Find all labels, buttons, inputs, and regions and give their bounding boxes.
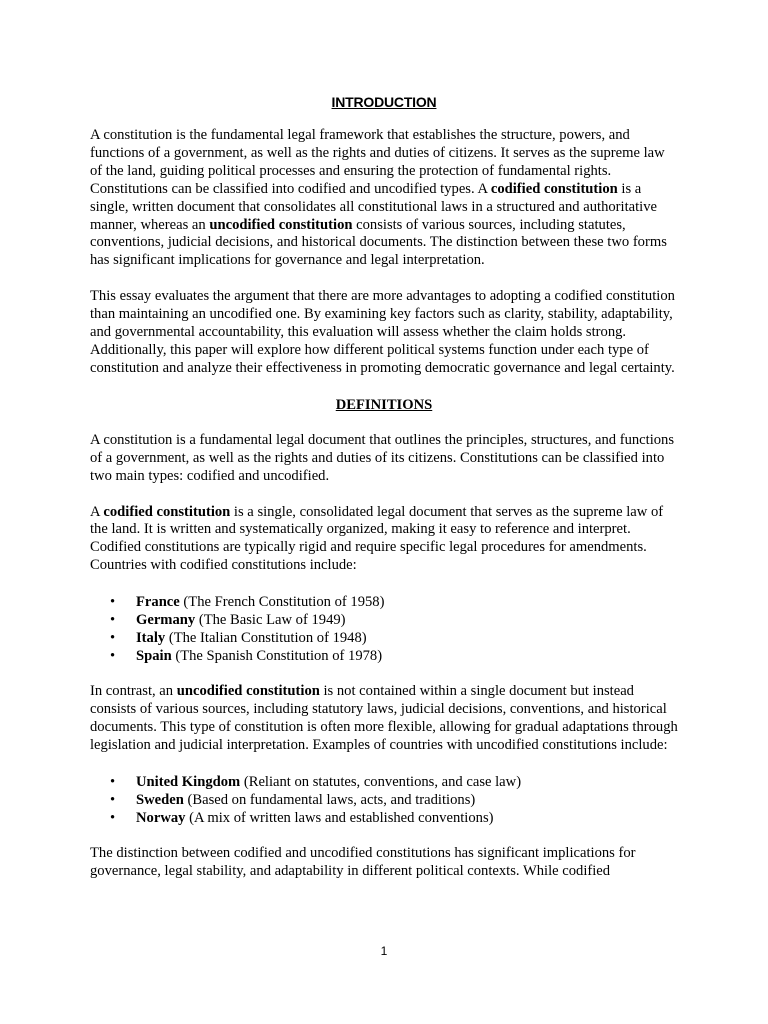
definitions-heading: DEFINITIONS bbox=[335, 396, 433, 413]
list-item bbox=[136, 791, 678, 809]
country-detail: (The Spanish Constitution of 1978) bbox=[171, 648, 383, 665]
text-run: is not contained within a single document but instead consists of various sources, including statutory laws, judicial decisions, conventions, and historical documents. This type of constitution is often more flexible, allowing for gradual adaptations through legislation and judicial interpretation. Examples of countries with uncodified constitutions include: bbox=[90, 683, 678, 753]
list-item bbox=[136, 773, 678, 791]
document-page bbox=[90, 91, 678, 899]
country-detail: (The Basic Law of 1949) bbox=[195, 612, 346, 629]
definitions-paragraph-3 bbox=[90, 683, 678, 755]
definitions-paragraph-1: A constitution is a fundamental legal document that outlines the principles, structures, and functions of a government, as well as the rights and duties of its citizens. Constitutions can be classified into two main types: codified and uncodified. bbox=[90, 431, 675, 484]
list-item bbox=[136, 611, 678, 629]
text-run: is a single, written document that consolidates all constitutional laws in a structured and authoritative manner, whereas an bbox=[90, 180, 657, 233]
text-run: A bbox=[90, 503, 104, 520]
country-name: Spain bbox=[136, 648, 172, 665]
text-run: A constitution is the fundamental legal framework that establishes the structure, powers, and functions of a government, as well as the rights and duties of citizens. It serves as the supreme law of the land, guiding political processes and ensuring the protection of fundamental rights. Constitutions can be classified into codified and uncodified types. A bbox=[90, 127, 665, 197]
introduction-heading: INTRODUCTION bbox=[331, 94, 437, 110]
country-name: Italy bbox=[136, 630, 166, 647]
intro-paragraph-2: This essay evaluates the argument that there are more advantages to adopting a codified constitution than maintaining an uncodified one. By examining key factors such as clarity, stability, adaptability, and governmental accountability, this evaluation will assess whether the claim holds strong. Additionally, this paper will explore how different political systems function under each type of constitution and analyze their effectiveness in promoting democratic governance and legal certainty. bbox=[90, 288, 675, 376]
country-detail: (Based on fundamental laws, acts, and traditions) bbox=[183, 791, 476, 808]
country-detail: (A mix of written laws and established conventions) bbox=[185, 809, 494, 826]
text-run: In contrast, an bbox=[90, 683, 177, 700]
country-name: France bbox=[136, 594, 180, 611]
text-run: consists of various sources, including statutes, conventions, judicial decisions, and historical documents. The distinction between these two forms has significant implications for governance and legal interpretation. bbox=[90, 216, 667, 269]
bold-term: uncodified constitution bbox=[209, 216, 353, 233]
page-number: 1 bbox=[380, 944, 388, 958]
text-run: is a single, consolidated legal document that serves as the supreme law of the land. It is written and systematically organized, making it easy to reference and interpret. Codified constitutions are typically rigid and require specific legal procedures for amendments. Countries with codified constitutions include: bbox=[90, 503, 664, 574]
list-item bbox=[136, 629, 678, 647]
country-name: Germany bbox=[136, 612, 196, 629]
country-name: Sweden bbox=[136, 791, 184, 808]
uncodified-countries-list bbox=[90, 773, 678, 827]
list-item bbox=[136, 593, 678, 611]
intro-paragraph-1 bbox=[90, 127, 678, 270]
country-name: United Kingdom bbox=[136, 773, 241, 790]
list-item bbox=[136, 647, 678, 665]
bold-term: codified constitution bbox=[490, 180, 618, 197]
country-name: Norway bbox=[136, 809, 186, 826]
codified-countries-list bbox=[90, 593, 678, 665]
list-item bbox=[136, 809, 678, 827]
bold-term: codified constitution bbox=[103, 503, 231, 520]
bold-term: uncodified constitution bbox=[176, 683, 320, 700]
definitions-paragraph-2 bbox=[90, 504, 678, 576]
country-detail: (Reliant on statutes, conventions, and case law) bbox=[240, 773, 522, 790]
country-detail: (The French Constitution of 1958) bbox=[179, 594, 385, 611]
country-detail: (The Italian Constitution of 1948) bbox=[165, 630, 367, 647]
definitions-paragraph-4: The distinction between codified and uncodified constitutions has significant implications for governance, legal stability, and adaptability in different political contexts. While codified bbox=[90, 844, 636, 879]
